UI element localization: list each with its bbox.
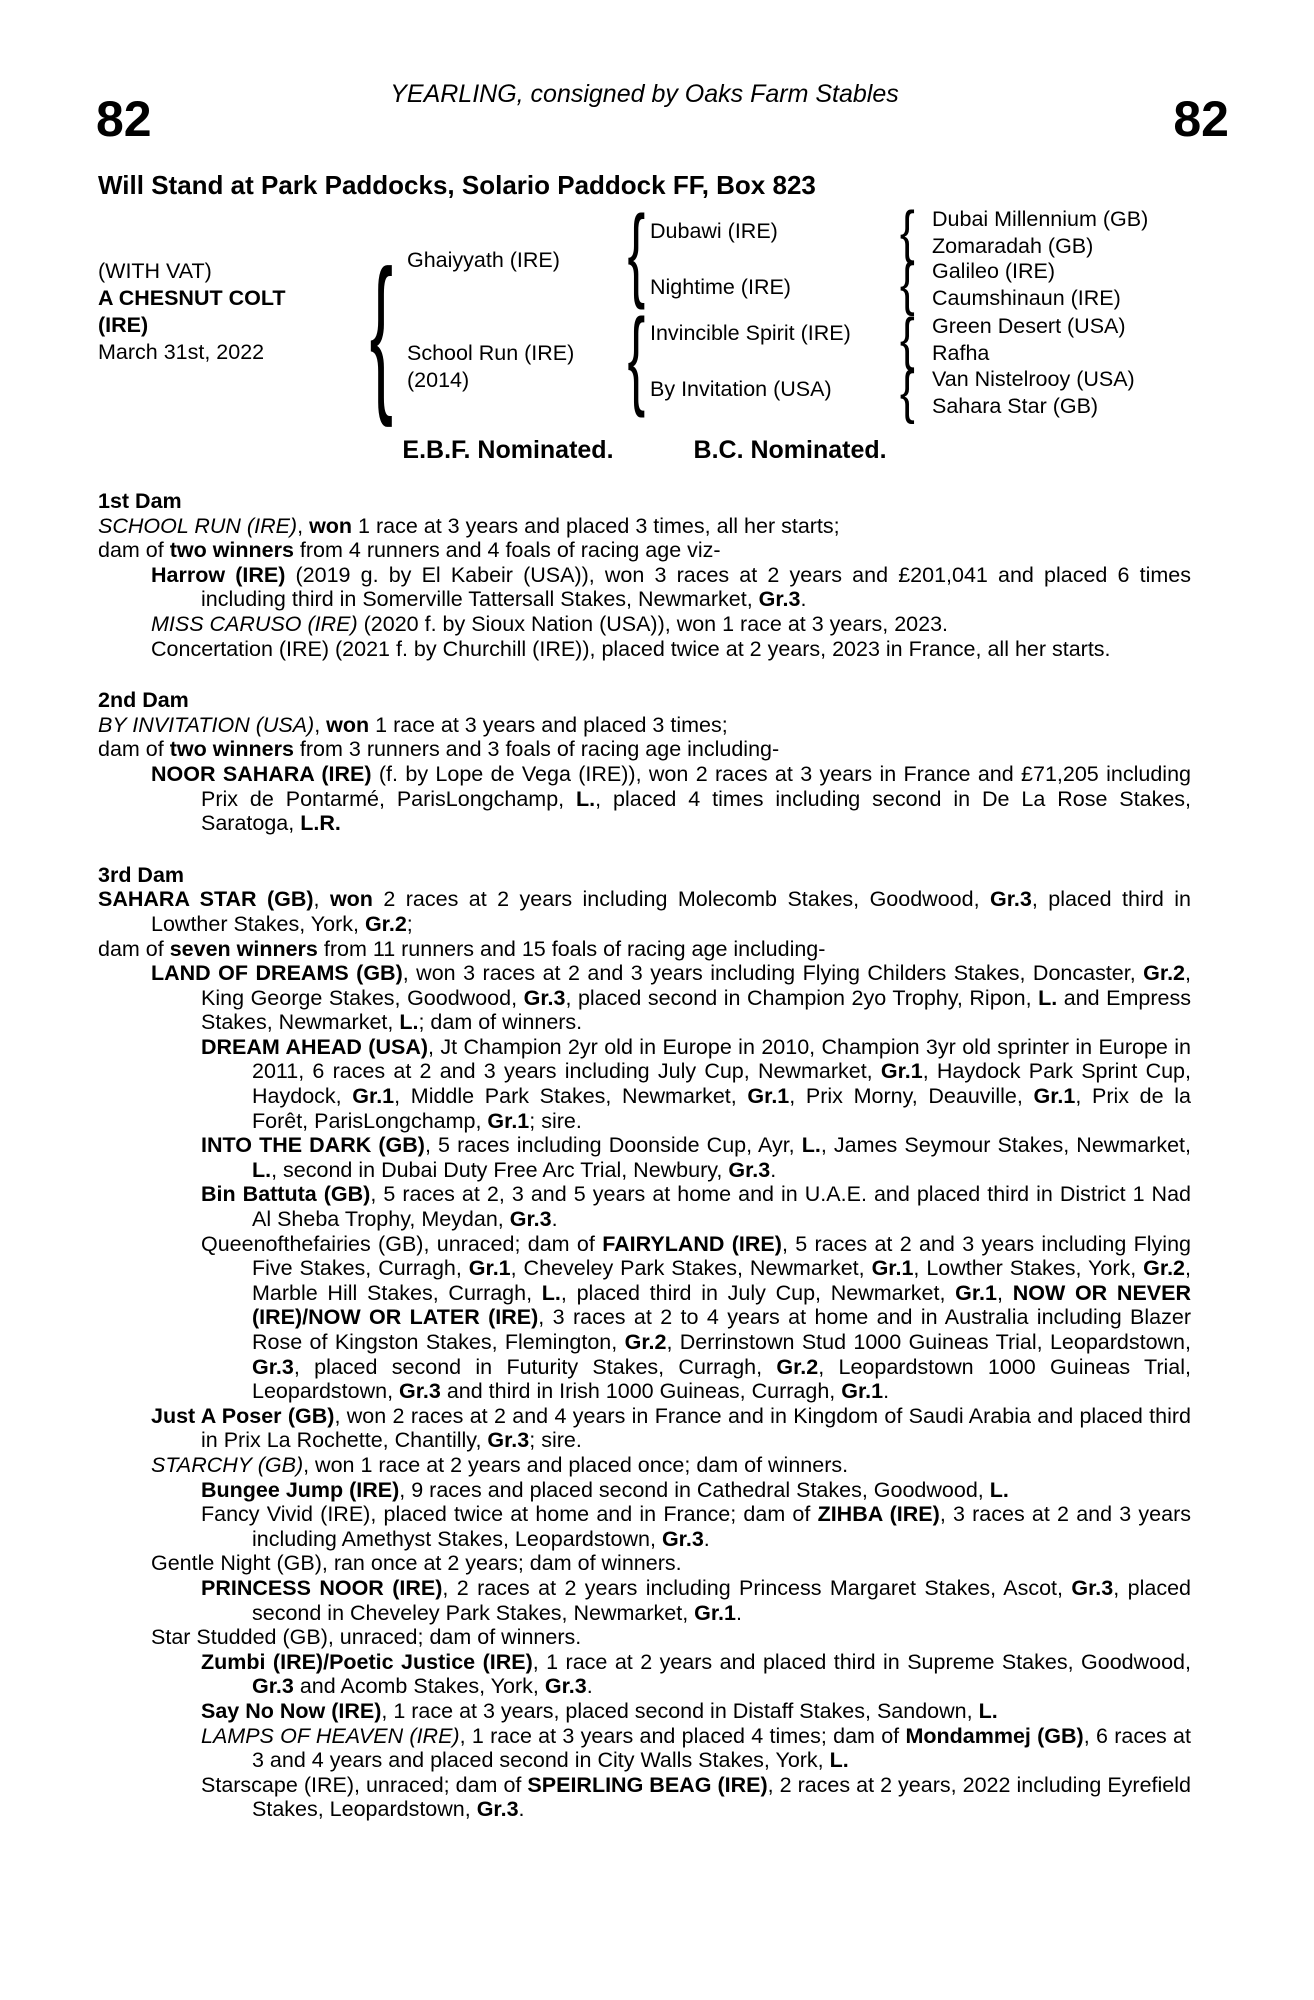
great-granddam-name: Rafha: [932, 341, 990, 365]
text-segment: ,: [313, 887, 330, 912]
dam-sections: [98, 489, 1191, 1822]
text-segment: , placed third in July Cup, Newmarket,: [560, 1280, 956, 1305]
pedigree-text-paragraph: [98, 937, 1191, 962]
text-segment: , King George Stakes, Goodwood,: [201, 961, 1191, 1010]
dam-block: [407, 340, 574, 394]
text-segment: L.: [829, 1748, 849, 1773]
dam-dam-name: By Invitation (USA): [650, 377, 832, 401]
text-segment: L.: [1038, 985, 1058, 1010]
pedigree-text-paragraph: [98, 1035, 1191, 1133]
pedigree-text-paragraph: [98, 1724, 1191, 1773]
pedigree-text-paragraph: [98, 1699, 1191, 1724]
text-segment: .: [703, 1526, 710, 1551]
text-segment: Gr.3: [509, 1207, 552, 1232]
text-segment: , placed 4 times including second in De La Rose Stakes, Saratoga,: [201, 786, 1192, 836]
text-segment: , won 1 race at 2 years and placed once; dam of winners.: [303, 1452, 849, 1477]
dam-sire-name: Invincible Spirit (IRE): [650, 321, 851, 345]
text-segment: , 1 race at 2 years and placed third in Supreme Stakes, Goodwood,: [532, 1649, 1191, 1674]
text-segment: (2019 g. by El Kabeir (USA)), won 3 races at 2 years and £201,041 and placed 6 times including third in Somerville Tattersall Stakes, Newmarket,: [201, 562, 1191, 612]
text-segment: Harrow (IRE): [151, 562, 286, 587]
text-segment: NOOR SAHARA (IRE): [151, 761, 372, 786]
dam-section: [98, 489, 1191, 661]
text-segment: , Middle Park Stakes, Newmarket,: [394, 1084, 748, 1109]
text-segment: .: [735, 1600, 742, 1625]
text-segment: LAND OF DREAMS (GB): [151, 961, 403, 986]
text-segment: , Leopardstown 1000 Guineas Trial, Leopardstown,: [252, 1354, 1191, 1404]
text-segment: 1 race at 3 years and placed 3 times, all her starts;: [352, 513, 840, 538]
text-segment: .: [551, 1207, 558, 1232]
sire-name: Ghaiyyath (IRE): [407, 248, 560, 272]
pedigree-text-paragraph: [98, 1551, 1191, 1576]
text-segment: won: [309, 513, 353, 538]
text-segment: Bungee Jump (IRE): [201, 1477, 400, 1502]
text-segment: ,: [997, 1280, 1013, 1305]
text-segment: two winners: [169, 737, 294, 762]
pedigree-text-paragraph: [98, 612, 1191, 637]
text-segment: , placed second in Futurity Stakes, Curragh,: [293, 1354, 777, 1379]
text-segment: Gr.3: [399, 1379, 441, 1404]
text-segment: Fancy Vivid (IRE), placed twice at home and in France; dam of: [201, 1502, 818, 1527]
text-segment: Gr.2: [624, 1330, 667, 1354]
text-segment: L.: [801, 1133, 821, 1158]
great-granddam-name: Zomaradah (GB): [932, 234, 1094, 258]
text-segment: ;: [406, 911, 413, 936]
text-segment: DREAM AHEAD (USA): [201, 1034, 429, 1059]
text-segment: Gr.1: [468, 1256, 511, 1281]
text-segment: Gr.1: [955, 1280, 997, 1305]
pedigree-text-paragraph: [98, 1576, 1191, 1625]
text-segment: MISS CARUSO (IRE): [151, 611, 358, 636]
text-segment: won: [326, 712, 370, 737]
brace-icon: {: [899, 250, 915, 317]
lot-number-left: 82: [96, 91, 152, 147]
text-segment: Gr.3: [661, 1526, 704, 1551]
text-segment: Gr.2: [364, 911, 407, 936]
text-segment: seven winners: [169, 936, 318, 961]
dam-year: (2014): [407, 368, 470, 392]
text-segment: Queenofthefairies (GB), unraced; dam of: [201, 1231, 603, 1256]
text-segment: Just A Poser (GB): [151, 1403, 335, 1428]
vat-note: (WITH VAT): [98, 259, 212, 283]
text-segment: Gr.1: [352, 1084, 395, 1109]
great-grandsire-name: Galileo (IRE): [932, 259, 1056, 283]
text-segment: dam of: [98, 538, 170, 563]
subject-block: [98, 258, 286, 366]
text-segment: from 11 runners and 15 foals of racing age including-: [317, 936, 826, 961]
sire-sire-name: Dubawi (IRE): [650, 219, 778, 243]
sire-dam-name: Nightime (IRE): [650, 275, 791, 299]
text-segment: , placed second in Cheveley Park Stakes, Newmarket,: [252, 1575, 1191, 1625]
text-segment: , Derrinstown Stud 1000 Guineas Trial, Leopardstown,: [666, 1330, 1191, 1354]
text-segment: , Haydock Park Sprint Cup, Haydock,: [252, 1059, 1191, 1109]
text-segment: , second in Dubai Duty Free Arc Trial, Newbury,: [271, 1157, 729, 1182]
pedigree-text-paragraph: [98, 713, 1191, 738]
pedigree-text-paragraph: [98, 1404, 1191, 1453]
text-segment: Bin Battuta (GB): [201, 1182, 371, 1207]
text-segment: .: [800, 587, 807, 612]
text-segment: Gr.1: [880, 1059, 923, 1084]
pedigree-text-paragraph: [98, 737, 1191, 762]
text-segment: , 3 races at 2 to 4 years at home and in Australia including Blazer Rose of Kingston Stakes, Flemington,: [252, 1305, 1191, 1354]
text-segment: Gr.3: [252, 1674, 294, 1699]
text-segment: L.: [399, 1010, 419, 1035]
text-segment: and Acomb Stakes, York,: [293, 1674, 545, 1699]
text-segment: .: [770, 1157, 777, 1182]
text-segment: Gr.3: [989, 887, 1032, 912]
text-segment: SAHARA STAR (GB): [98, 887, 314, 912]
stand-location-line: Will Stand at Park Paddocks, Solario Paddock FF, Box 823: [98, 170, 816, 200]
text-segment: PRINCESS NOOR (IRE): [201, 1575, 443, 1600]
text-segment: Gr.2: [776, 1354, 819, 1379]
text-segment: Gr.3: [1071, 1575, 1114, 1600]
pedigree-text-paragraph: [98, 637, 1191, 662]
text-segment: NOW OR NEVER (IRE)/NOW OR LATER (IRE): [252, 1280, 1192, 1330]
text-segment: Gr.1: [1033, 1084, 1076, 1109]
text-segment: , James Seymour Stakes, Newmarket,: [820, 1133, 1191, 1158]
brace-icon: {: [899, 198, 915, 265]
pedigree-text-paragraph: [98, 961, 1191, 1035]
text-segment: L.R.: [300, 811, 341, 836]
dam-section-heading: 3rd Dam: [98, 862, 185, 887]
text-segment: , placed second in Champion 2yo Trophy, Ripon,: [565, 985, 1039, 1010]
dam-section-heading: 2nd Dam: [98, 688, 189, 713]
text-segment: L.: [252, 1157, 272, 1182]
text-segment: SCHOOL RUN (IRE): [98, 513, 298, 538]
text-segment: Gr.3: [523, 985, 566, 1010]
text-segment: , Cheveley Park Stakes, Newmarket,: [510, 1256, 872, 1281]
text-segment: L.: [541, 1280, 561, 1305]
consignor-line: YEARLING, consigned by Oaks Farm Stables: [390, 80, 899, 108]
text-segment: Say No Now (IRE): [201, 1698, 382, 1723]
text-segment: BY INVITATION (USA): [98, 712, 315, 737]
text-segment: , 2 races at 2 years including Princess Margaret Stakes, Ascot,: [442, 1575, 1072, 1600]
brace-icon: {: [627, 295, 645, 419]
text-segment: , 9 races and placed second in Cathedral Stakes, Goodwood,: [399, 1477, 990, 1502]
text-segment: , 3 races at 2 and 3 years including Amethyst Stakes, Leopardstown,: [252, 1502, 1191, 1551]
text-segment: L.: [978, 1698, 998, 1723]
great-granddam-name: Caumshinaun (IRE): [932, 286, 1121, 310]
ebf-nomination: E.B.F. Nominated.: [402, 436, 614, 464]
pedigree-text-paragraph: [98, 1453, 1191, 1478]
pedigree-text-paragraph: [98, 1625, 1191, 1650]
text-segment: dam of: [98, 936, 170, 961]
text-segment: 2 races at 2 years including Molecomb Stakes, Goodwood,: [372, 887, 990, 912]
pedigree-text-paragraph: [98, 1650, 1191, 1699]
subject-name: A CHESNUT COLT: [98, 286, 286, 310]
text-segment: Gr.1: [871, 1256, 914, 1281]
text-segment: ; dam of winners.: [418, 1010, 583, 1035]
great-grandsire-name: Van Nistelrooy (USA): [932, 367, 1135, 391]
text-segment: dam of: [98, 737, 170, 762]
text-segment: , 1 race at 3 years and placed 4 times; dam of: [459, 1723, 906, 1748]
pedigree-text-paragraph: [98, 1478, 1191, 1503]
text-segment: Gr.3: [758, 587, 801, 612]
text-segment: ZIHBA (IRE): [817, 1502, 940, 1527]
dam-section: [98, 688, 1191, 836]
text-segment: , 2 races at 2 years, 2022 including Eyrefield Stakes, Leopardstown,: [252, 1772, 1191, 1822]
text-segment: Star Studded (GB), unraced; dam of winners.: [151, 1625, 582, 1650]
text-segment: , 5 races including Doonside Cup, Ayr,: [424, 1133, 802, 1158]
bc-nomination: B.C. Nominated.: [693, 436, 887, 464]
text-segment: Gr.3: [487, 1428, 530, 1453]
text-segment: won: [329, 887, 373, 912]
text-segment: STARCHY (GB): [151, 1452, 304, 1477]
text-segment: , 1 race at 3 years, placed second in Distaff Stakes, Sandown,: [381, 1698, 979, 1723]
text-segment: Gr.2: [1143, 961, 1186, 986]
pedigree-text-paragraph: [98, 1182, 1191, 1231]
text-segment: .: [586, 1674, 593, 1699]
text-segment: Gr.1: [694, 1600, 736, 1625]
pedigree-text-paragraph: [98, 1773, 1191, 1822]
text-segment: ; sire.: [529, 1428, 582, 1453]
pedigree-text-paragraph: [98, 563, 1191, 612]
great-granddam-name: Sahara Star (GB): [932, 394, 1099, 418]
pedigree-text-paragraph: [98, 1232, 1191, 1404]
text-segment: , Prix de la Forêt, ParisLongchamp,: [252, 1084, 1191, 1133]
brace-icon: {: [627, 193, 645, 311]
text-segment: , placed third in Lowther Stakes, York,: [151, 887, 1192, 936]
text-segment: , Lowther Stakes, York,: [913, 1256, 1144, 1281]
text-segment: FAIRYLAND (IRE): [602, 1231, 782, 1256]
text-segment: LAMPS OF HEAVEN (IRE): [201, 1723, 460, 1748]
pedigree-text-paragraph: [98, 514, 1191, 539]
text-segment: Gr.3: [476, 1797, 519, 1822]
pedigree-text-paragraph: [98, 1133, 1191, 1182]
text-segment: , 5 races at 2 and 3 years including Flying Five Stakes, Curragh,: [252, 1231, 1191, 1281]
text-segment: Starscape (IRE), unraced; dam of: [201, 1772, 528, 1797]
text-segment: Mondammej (GB): [905, 1723, 1084, 1748]
great-grandsire-name: Green Desert (USA): [932, 314, 1126, 338]
text-segment: Zumbi (IRE)/Poetic Justice (IRE): [201, 1649, 533, 1674]
text-segment: ; sire.: [529, 1108, 582, 1133]
pedigree-text-paragraph: [98, 887, 1191, 936]
subject-suffix: (IRE): [98, 313, 149, 337]
dam-name: School Run (IRE): [407, 341, 575, 365]
text-segment: L.: [989, 1477, 1009, 1502]
text-segment: Gr.1: [841, 1379, 884, 1404]
pedigree-text-paragraph: [98, 762, 1191, 836]
text-segment: , Marble Hill Stakes, Curragh,: [252, 1256, 1191, 1305]
text-segment: INTO THE DARK (GB): [201, 1133, 425, 1158]
pedigree-text-paragraph: [98, 538, 1191, 563]
text-segment: , won 2 races at 2 and 4 years in France and in Kingdom of Saudi Arabia and placed third in Prix La Rochette, Chantilly,: [201, 1403, 1191, 1453]
dam-section: [98, 863, 1191, 1822]
text-segment: Gr.3: [544, 1674, 587, 1699]
text-segment: (2020 f. by Sioux Nation (USA)), won 1 race at 3 years, 2023.: [357, 611, 949, 636]
text-segment: Gentle Night (GB), ran once at 2 years; dam of winners.: [151, 1551, 682, 1576]
text-segment: .: [518, 1797, 525, 1822]
brace-icon: {: [369, 232, 393, 429]
text-segment: Gr.2: [1143, 1256, 1186, 1281]
text-segment: from 3 runners and 3 foals of racing age including-: [293, 737, 780, 762]
text-segment: ,: [314, 712, 327, 737]
dam-section-heading: 1st Dam: [98, 489, 182, 513]
pedigree-text-paragraph: [98, 1502, 1191, 1551]
text-segment: Concertation (IRE) (2021 f. by Churchill (IRE)), placed twice at 2 years, 2023 in France, all her starts.: [151, 636, 1111, 661]
text-segment: SPEIRLING BEAG (IRE): [527, 1772, 768, 1797]
text-segment: 1 race at 3 years and placed 3 times;: [369, 712, 728, 737]
text-segment: , 6 races at 3 and 4 years and placed second in City Walls Stakes, York,: [252, 1723, 1191, 1773]
text-segment: ,: [297, 513, 310, 538]
nominations-row: [98, 436, 1191, 465]
text-segment: L.: [576, 786, 596, 811]
subject-foaling-date: March 31st, 2022: [98, 340, 265, 364]
text-segment: , 5 races at 2, 3 and 5 years at home and in U.A.E. and placed third in District 1 Nad Al Sheba Trophy, Meydan,: [252, 1182, 1192, 1232]
text-segment: , Prix Morny, Deauville,: [789, 1084, 1034, 1109]
brace-icon: {: [899, 358, 915, 425]
text-segment: two winners: [169, 538, 294, 563]
text-segment: Gr.1: [487, 1108, 530, 1133]
text-segment: (f. by Lope de Vega (IRE)), won 2 races at 3 years in France and £71,205 including Prix de Pontarmé, ParisLongchamp,: [201, 761, 1191, 811]
text-segment: and third in Irish 1000 Guineas, Curragh,: [440, 1379, 842, 1404]
text-segment: from 4 runners and 4 foals of racing age viz-: [293, 538, 721, 563]
text-segment: , won 3 races at 2 and 3 years including Flying Childers Stakes, Doncaster,: [402, 961, 1144, 986]
lot-number-right: 82: [1173, 91, 1229, 147]
brace-icon: {: [899, 305, 915, 372]
text-segment: , Jt Champion 2yr old in Europe in 2010, Champion 3yr old sprinter in Europe in 2011, 6 races at 2 and 3 years including July Cup, Newmarket,: [252, 1034, 1192, 1084]
text-segment: Gr.3: [728, 1157, 771, 1182]
great-grandsire-name: Dubai Millennium (GB): [932, 207, 1149, 231]
text-segment: Gr.1: [747, 1084, 790, 1109]
text-segment: .: [883, 1379, 890, 1404]
text-segment: and Empress Stakes, Newmarket,: [201, 985, 1191, 1035]
text-segment: Gr.3: [252, 1354, 294, 1379]
